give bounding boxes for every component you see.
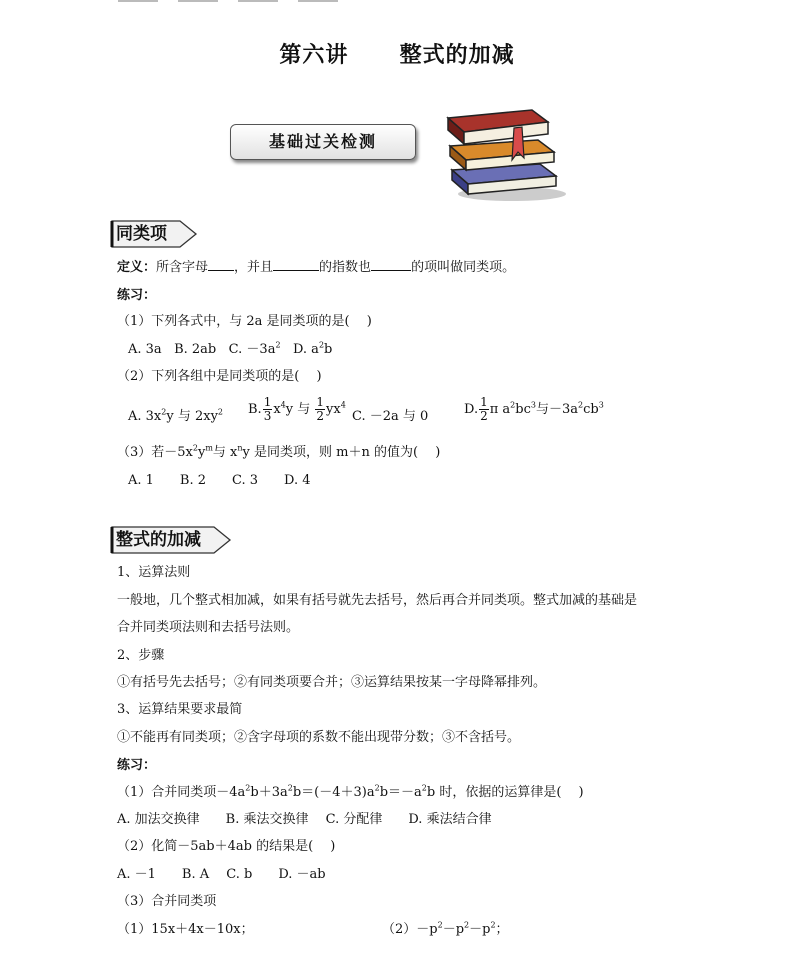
- exercise-1: （1）合并同类项$-4a^2b+3a^2b=(-4+3)a^2b=-a^2b$ 时，依据的运算律是( ): [117, 783, 584, 800]
- section-badge: 基础过关检测: [230, 124, 416, 160]
- exercise-3-part-b: $(2)-p^2-p^2-p^2$；: [382, 920, 509, 937]
- rule-heading-3: 3、运算结果要求最简: [117, 702, 243, 717]
- definition-line: 定义：所含字母 ，并且 的指数也 的项叫做同类项。: [117, 260, 516, 275]
- exercise-3: （3）合并同类项: [117, 894, 217, 909]
- practice-label-1: 练习：: [117, 288, 157, 303]
- blank-1: [208, 258, 234, 271]
- rule-text-2: 合并同类项法则和去括号法则。: [117, 620, 300, 635]
- rule-heading-2: 2、步骤: [117, 648, 165, 663]
- section-tag-label: 同类项: [116, 224, 167, 244]
- q2-option-b: B. $\frac{1}{3}$ $x^4y$ 与 $\frac{1}{2}$ $yx^4$: [248, 395, 346, 423]
- fraction-one-half-d: $\frac{1}{2}$: [480, 395, 488, 423]
- question-3: （3）若$-5x^2y^m$与 $x^ny$ 是同类项，则 m＋n 的值为( ): [117, 443, 441, 460]
- blank-3: [371, 258, 411, 271]
- header-marks: [118, 0, 358, 2]
- exercise-3-part-a: （1）15x＋4x－10x；: [117, 922, 254, 937]
- q2-option-c: C. －2a 与 0: [352, 409, 429, 424]
- q2-option-a: A. $3x^2y$ 与 $2xy^2$: [128, 407, 224, 424]
- rule-text-3: ①有括号先去括号；②有同类项要合并；③运算结果按某一字母降幂排列。: [117, 675, 547, 690]
- exercise-2-options: A. －1 B. A C. b D. －ab: [117, 867, 326, 882]
- rule-text-1: 一般地，几个整式相加减，如果有括号就先去括号，然后再合并同类项。整式加减的基础是: [117, 593, 638, 608]
- section-tag-label-2: 整式的加减: [116, 530, 201, 550]
- exercise-2: （2）化简－5ab＋4ab 的结果是( ): [117, 839, 336, 854]
- question-2: （2）下列各组中是同类项的是( ): [117, 369, 322, 384]
- blank-2: [273, 258, 319, 271]
- rule-text-4: ①不能再有同类项；②含字母项的系数不能出现带分数；③不含括号。: [117, 730, 521, 745]
- question-1: （1）下列各式中，与 2a 是同类项的是( ): [117, 314, 372, 329]
- practice-label-2: 练习：: [117, 758, 157, 773]
- fraction-one-half: $\frac{1}{2}$: [316, 395, 325, 423]
- fraction-one-third: $\frac{1}{3}$: [263, 395, 272, 423]
- question-3-options: A. 1 B. 2 C. 3 D. 4: [128, 473, 311, 488]
- books-illustration-icon: [442, 98, 566, 202]
- page-title: [0, 38, 794, 69]
- q2-option-d: D. $\frac{1}{2}$ π $a^2bc^3$与$-3a^2cb^3$: [464, 395, 604, 423]
- question-1-options: A. 3a B. 2ab C. $-3a^2$ D. $a^2b$: [128, 340, 333, 357]
- lecture-number: 第六讲: [279, 42, 349, 68]
- lecture-topic: 整式的加减: [399, 42, 515, 68]
- exercise-1-options: A. 加法交换律 B. 乘法交换律 C. 分配律 D. 乘法结合律: [117, 812, 492, 827]
- rule-heading-1: 1、运算法则: [117, 565, 191, 580]
